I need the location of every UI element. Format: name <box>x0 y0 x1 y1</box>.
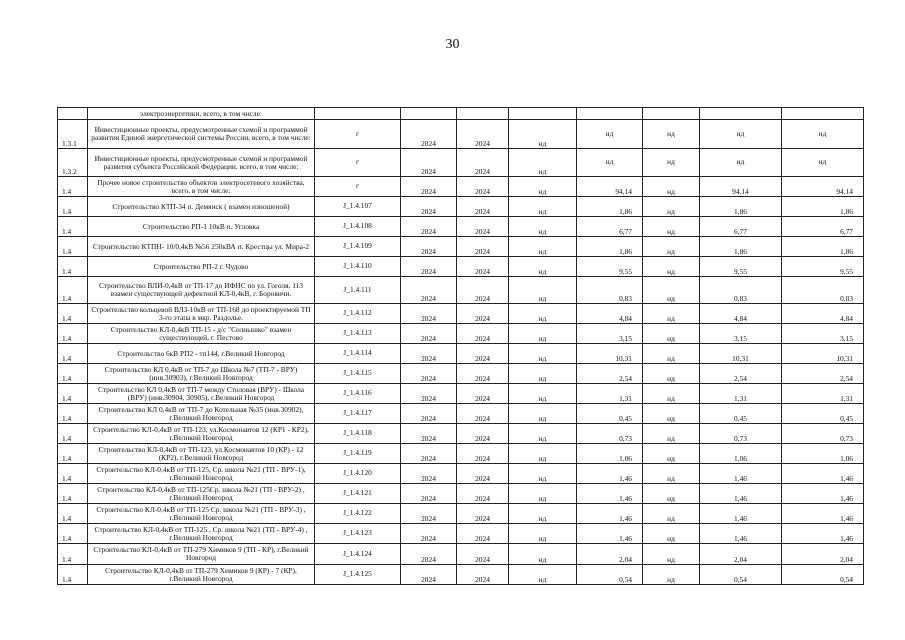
cell-year-start: 2024 <box>401 424 457 444</box>
cell-year-start: 2024 <box>401 237 457 257</box>
cell-num: 1.4 <box>58 544 88 565</box>
cell-year-start: 2024 <box>401 484 457 504</box>
cell-value-3: нд <box>700 120 782 149</box>
cell-value-4: 2,54 <box>782 364 864 384</box>
cell-year-start: 2024 <box>401 384 457 404</box>
cell-num: 1.4 <box>58 504 88 524</box>
cell-year-end: 2024 <box>457 544 509 565</box>
cell-value-3: 0,54 <box>700 565 782 585</box>
cell-code: J_1.4.125 <box>315 565 401 585</box>
page-number: 30 <box>445 37 460 52</box>
cell-code: J_1.4.107 <box>315 197 401 217</box>
cell-code: г <box>315 177 401 197</box>
cell-num: 1.4 <box>58 364 88 384</box>
cell-value-1: 1,46 <box>577 524 643 544</box>
cell-nd: нд <box>509 444 577 464</box>
cell-nd: нд <box>509 364 577 384</box>
cell-value-1: 1,86 <box>577 237 643 257</box>
cell-year-start: 2024 <box>401 177 457 197</box>
cell-num: 1.4 <box>58 304 88 324</box>
cell-nd: нд <box>509 277 577 304</box>
cell-value-3: 0,73 <box>700 424 782 444</box>
cell-year-start: 2024 <box>401 120 457 149</box>
cell-year-start: 2024 <box>401 544 457 565</box>
cell-year-end: 2024 <box>457 324 509 344</box>
cell-value-1: 1,46 <box>577 484 643 504</box>
cell-name: Строительство кольцевой ВЛЗ-10кВ от ТП-168 до проектируемой ТП 3-го этапа в мкр. Раздолье. <box>88 304 315 324</box>
cell-name: Строительство РП-2 г. Чудово <box>88 257 315 277</box>
cell-nd: нд <box>509 197 577 217</box>
cell-year-end: 2024 <box>457 344 509 364</box>
cell-num: 1.4 <box>58 464 88 484</box>
cell-num: 1.4 <box>58 524 88 544</box>
cell-code: J_1.4.121 <box>315 484 401 504</box>
cell-name: Строительство РП-1 10кВ п. Угловка <box>88 217 315 237</box>
cell-nd: нд <box>509 120 577 149</box>
cell-value-4: 1,46 <box>782 524 864 544</box>
table-row <box>58 464 864 484</box>
cell-year-end: 2024 <box>457 304 509 324</box>
cell-value-4: нд <box>782 149 864 177</box>
cell-year-start: 2024 <box>401 197 457 217</box>
table-row <box>58 177 864 197</box>
cell-name: Строительство КЛ-0,4кВ от ТП-279 Химиков 9 (ТП - КР), г.Великий Новгород <box>88 544 315 565</box>
table-row <box>58 404 864 424</box>
table-row <box>58 120 864 149</box>
cell-name: Строительство КЛ 0,4кВ от ТП-7 до Школа №7 (ТП-7 - ВРУ) (инв.30903), г.Великий Новгород <box>88 364 315 384</box>
cell-name: Строительство 6кВ РП2 - тп144, г.Великий Новгород <box>88 344 315 364</box>
cell-num: 1.4 <box>58 177 88 197</box>
table-row <box>58 257 864 277</box>
cell-value-4: 3,15 <box>782 324 864 344</box>
table-row <box>58 197 864 217</box>
cell-code: J_1.4.112 <box>315 304 401 324</box>
cell-num: 1.4 <box>58 217 88 237</box>
cell-year-end: 2024 <box>457 197 509 217</box>
cell-value-1: 10,31 <box>577 344 643 364</box>
cell-value-3: 1,46 <box>700 524 782 544</box>
cell-nd: нд <box>509 177 577 197</box>
cell-value-1: 0,83 <box>577 277 643 304</box>
cell-name: Строительство КЛ-0,4кВ ТП-15 - д/с "Солнышко" взамен существующей, г. Пестово <box>88 324 315 344</box>
cell-num: 1.4 <box>58 344 88 364</box>
cell-value-4: 1,46 <box>782 484 864 504</box>
cell-num: 1.4 <box>58 257 88 277</box>
cell-name: электроэнергетики, всего, в том числе: <box>88 108 315 120</box>
cell-value-1: 2,04 <box>577 544 643 565</box>
cell-value-3: 1,31 <box>700 384 782 404</box>
cell-year-start: 2024 <box>401 217 457 237</box>
cell-name: Строительство КЛ-0,4кВ от ТП-125 , Ср. школа №21 (ТП - ВРУ-4) , г.Великий Новгород <box>88 524 315 544</box>
cell-year-start: 2024 <box>401 444 457 464</box>
cell-num: 1.4 <box>58 565 88 585</box>
cell-year-end: 2024 <box>457 257 509 277</box>
cell-year-start: 2024 <box>401 504 457 524</box>
cell-code: J_1.4.123 <box>315 524 401 544</box>
table-row <box>58 324 864 344</box>
cell-value-1: нд <box>577 120 643 149</box>
cell-value-2: нд <box>643 524 700 544</box>
cell-value-2: нд <box>643 277 700 304</box>
table-row <box>58 237 864 257</box>
cell-num: 1.4 <box>58 237 88 257</box>
cell-name: Инвестиционные проекты, предусмотренные схемой и программой развития Единой энергетической системы России, всего, в том числе: <box>88 120 315 149</box>
cell-value-3: 1,06 <box>700 444 782 464</box>
cell-nd: нд <box>509 257 577 277</box>
cell-code: J_1.4.116 <box>315 384 401 404</box>
investment-projects-table <box>57 107 864 585</box>
cell-nd: нд <box>509 404 577 424</box>
cell-value-4: 0,45 <box>782 404 864 424</box>
cell-value-2: нд <box>643 149 700 177</box>
cell-num: 1.4 <box>58 277 88 304</box>
cell-value-3: 3,15 <box>700 324 782 344</box>
cell-code: J_1.4.119 <box>315 444 401 464</box>
cell-value-4: 6,77 <box>782 217 864 237</box>
cell-value-4: 1,46 <box>782 464 864 484</box>
cell-value-1: нд <box>577 149 643 177</box>
cell-code: J_1.4.108 <box>315 217 401 237</box>
cell-name: Прочее новое строительство объектов электросетевого хозяйства, всего, в том числе: <box>88 177 315 197</box>
table-row <box>58 217 864 237</box>
cell-value-2: нд <box>643 177 700 197</box>
cell-value-1: 94,14 <box>577 177 643 197</box>
cell-name: Строительство КЛ 0,4кВ от ТП-7 до Котельная №35 (инв.30902), г.Великий Новгород <box>88 404 315 424</box>
cell-value-3: 2,04 <box>700 544 782 565</box>
cell-nd: нд <box>509 424 577 444</box>
cell-value-1: 9,55 <box>577 257 643 277</box>
cell-value-2: нд <box>643 544 700 565</box>
cell-num <box>58 108 88 120</box>
cell-year-end: 2024 <box>457 464 509 484</box>
table-row <box>58 484 864 504</box>
cell-value-2: нд <box>643 504 700 524</box>
cell-year-end: 2024 <box>457 364 509 384</box>
cell-value-3: 2,54 <box>700 364 782 384</box>
cell-year-end: 2024 <box>457 120 509 149</box>
cell-value-2: нд <box>643 217 700 237</box>
cell-code: г <box>315 120 401 149</box>
table-row <box>58 384 864 404</box>
cell-year-start: 2024 <box>401 304 457 324</box>
cell-value-1: 1,86 <box>577 197 643 217</box>
cell-num: 1.4 <box>58 484 88 504</box>
cell-value-2: нд <box>643 304 700 324</box>
cell-value-1: 1,06 <box>577 444 643 464</box>
cell-name: Строительство КЛ-0,4кВ от ТП-279 Химиков 9 (КР) - 7 (КР), г.Великий Новгород <box>88 565 315 585</box>
cell-year-end: 2024 <box>457 484 509 504</box>
table-row <box>58 544 864 565</box>
cell-year-end: 2024 <box>457 504 509 524</box>
table-row <box>58 108 864 120</box>
cell-value-3: 0,45 <box>700 404 782 424</box>
cell-code: J_1.4.110 <box>315 257 401 277</box>
cell-value-3: 1,46 <box>700 504 782 524</box>
cell-value-1: 2,54 <box>577 364 643 384</box>
cell-num: 1.4 <box>58 324 88 344</box>
cell-value-2: нд <box>643 237 700 257</box>
cell-value-3: нд <box>700 149 782 177</box>
cell-name: Строительство КЛ-0,4кВ от ТП-125 Ср. школа №21 (ТП - ВРУ-3) , г.Великий Новгород <box>88 504 315 524</box>
cell-nd: нд <box>509 565 577 585</box>
cell-year-end: 2024 <box>457 565 509 585</box>
cell-num: 1.4 <box>58 404 88 424</box>
cell-value-3: 0,83 <box>700 277 782 304</box>
table-row <box>58 424 864 444</box>
cell-value-3: 94,14 <box>700 177 782 197</box>
cell-value-2: нд <box>643 364 700 384</box>
cell-year-end: 2024 <box>457 424 509 444</box>
cell-nd: нд <box>509 149 577 177</box>
cell-year-end: 2024 <box>457 524 509 544</box>
cell-value-1: 1,46 <box>577 464 643 484</box>
cell-value-4: 94,14 <box>782 177 864 197</box>
cell-nd: нд <box>509 504 577 524</box>
cell-code: J_1.4.120 <box>315 464 401 484</box>
cell-value-4: нд <box>782 120 864 149</box>
cell-name: Инвестиционные проекты, предусмотренные схемой и программой развития субъекта Российской Федерации, всего, в том числе: <box>88 149 315 177</box>
cell-nd: нд <box>509 524 577 544</box>
cell-value-2: нд <box>643 444 700 464</box>
cell-code: г <box>315 149 401 177</box>
cell-value-1: 4,84 <box>577 304 643 324</box>
cell-num: 1.4 <box>58 197 88 217</box>
cell-value-3: 10,31 <box>700 344 782 364</box>
cell-value-3: 1,46 <box>700 464 782 484</box>
cell-name: Строительство КЛ-0,4кВ от ТП-125, Ср. школа №21 (ТП - ВРУ-1), г.Великий Новгород <box>88 464 315 484</box>
cell-value-1: 0,73 <box>577 424 643 444</box>
cell-year-end: 2024 <box>457 149 509 177</box>
cell-value-4: 2,04 <box>782 544 864 565</box>
cell-value-2: нд <box>643 424 700 444</box>
cell-value-3: 4,84 <box>700 304 782 324</box>
cell-value-3: 1,86 <box>700 237 782 257</box>
cell-year-end: 2024 <box>457 444 509 464</box>
cell-value-4: 1,06 <box>782 444 864 464</box>
cell-value-2: нд <box>643 324 700 344</box>
cell-nd: нд <box>509 384 577 404</box>
cell-code: J_1.4.122 <box>315 504 401 524</box>
cell-value-1: 1,46 <box>577 504 643 524</box>
cell-value-2: нд <box>643 344 700 364</box>
cell-year-start: 2024 <box>401 324 457 344</box>
cell-year-end: 2024 <box>457 404 509 424</box>
cell-name: Строительство КЛ-0,4кВ от ТП-123, ул.Космонавтов 10 (КР) - 12 (КР2), г.Великий Новгород <box>88 444 315 464</box>
cell-nd: нд <box>509 344 577 364</box>
cell-value-3: 1,46 <box>700 484 782 504</box>
cell-value-2: нд <box>643 384 700 404</box>
cell-year-start: 2024 <box>401 277 457 304</box>
cell-value-4: 1,46 <box>782 504 864 524</box>
cell-num: 1.3.2 <box>58 149 88 177</box>
cell-code: J_1.4.113 <box>315 324 401 344</box>
cell-num: 1.4 <box>58 384 88 404</box>
cell-value-1: 0,45 <box>577 404 643 424</box>
cell-value-4: 1,86 <box>782 197 864 217</box>
cell-value-1: 0,54 <box>577 565 643 585</box>
cell-value-4: 10,31 <box>782 344 864 364</box>
cell-code: J_1.4.114 <box>315 344 401 364</box>
table-row <box>58 565 864 585</box>
cell-nd: нд <box>509 464 577 484</box>
cell-value-4: 1,31 <box>782 384 864 404</box>
cell-nd: нд <box>509 217 577 237</box>
cell-year-start: 2024 <box>401 257 457 277</box>
cell-num: 1.4 <box>58 444 88 464</box>
cell-num: 1.4 <box>58 424 88 444</box>
cell-year-start: 2024 <box>401 464 457 484</box>
cell-value-1: 3,15 <box>577 324 643 344</box>
cell-value-2: нд <box>643 484 700 504</box>
cell-year-start: 2024 <box>401 149 457 177</box>
table-row <box>58 277 864 304</box>
cell-name: Строительство ВЛИ-0,4кВ от ТП-17 до ИФНС по ул. Гоголя, 113 взамен существующей дефектной КЛ-0,4кВ, г. Боровичи. <box>88 277 315 304</box>
cell-value-4: 0,73 <box>782 424 864 444</box>
cell-value-2: нд <box>643 565 700 585</box>
cell-value-4: 0,83 <box>782 277 864 304</box>
table-row <box>58 364 864 384</box>
cell-name: Строительство КТПН- 10/0,4кВ №56 250кВА п. Крестцы ул. Мира-2 <box>88 237 315 257</box>
cell-year-start: 2024 <box>401 404 457 424</box>
cell-name: Строительство КЛ-0,4кВ от ТП-123, ул.Космонавтов 12 (КР1 - КР2), г.Великий Новгород <box>88 424 315 444</box>
cell-year-start: 2024 <box>401 565 457 585</box>
cell-value-2: нд <box>643 197 700 217</box>
cell-code: J_1.4.109 <box>315 237 401 257</box>
table-row <box>58 504 864 524</box>
cell-value-4: 0,54 <box>782 565 864 585</box>
cell-nd: нд <box>509 324 577 344</box>
cell-value-2: нд <box>643 257 700 277</box>
cell-value-2: нд <box>643 404 700 424</box>
cell-value-3: 9,55 <box>700 257 782 277</box>
cell-year-start: 2024 <box>401 364 457 384</box>
cell-nd: нд <box>509 484 577 504</box>
cell-name: Строительство КТП-34 п. Демянск ( взамен изношеной) <box>88 197 315 217</box>
cell-value-3: 1,86 <box>700 197 782 217</box>
cell-value-2: нд <box>643 120 700 149</box>
cell-code: J_1.4.117 <box>315 404 401 424</box>
cell-code: J_1.4.124 <box>315 544 401 565</box>
cell-value-2: нд <box>643 464 700 484</box>
cell-year-end: 2024 <box>457 277 509 304</box>
cell-value-4: 4,84 <box>782 304 864 324</box>
cell-num: 1.3.1 <box>58 120 88 149</box>
cell-code: J_1.4.118 <box>315 424 401 444</box>
cell-year-start: 2024 <box>401 344 457 364</box>
table-row <box>58 344 864 364</box>
table-row <box>58 149 864 177</box>
cell-year-start: 2024 <box>401 524 457 544</box>
cell-name: Строительство КЛ-0,4кВ от ТП-125Ср. школа №21 (ТП - ВРУ-2) , г.Великий Новгород <box>88 484 315 504</box>
cell-year-end: 2024 <box>457 217 509 237</box>
cell-year-end: 2024 <box>457 384 509 404</box>
cell-name: Строительство КЛ 0,4кВ от ТП-7 между Столовая (ВРУ) - Школа (ВРУ) (инв.30904, 30905), г.Великий Новгород <box>88 384 315 404</box>
cell-code: J_1.4.115 <box>315 364 401 384</box>
cell-nd: нд <box>509 237 577 257</box>
cell-value-3: 6,77 <box>700 217 782 237</box>
cell-nd: нд <box>509 544 577 565</box>
cell-year-end: 2024 <box>457 177 509 197</box>
cell-nd: нд <box>509 304 577 324</box>
cell-value-1: 6,77 <box>577 217 643 237</box>
table-row <box>58 524 864 544</box>
cell-code: J_1.4.111 <box>315 277 401 304</box>
cell-value-4: 1,86 <box>782 237 864 257</box>
cell-value-1: 1,31 <box>577 384 643 404</box>
table-row <box>58 304 864 324</box>
table-row <box>58 444 864 464</box>
cell-year-end: 2024 <box>457 237 509 257</box>
cell-value-4: 9,55 <box>782 257 864 277</box>
